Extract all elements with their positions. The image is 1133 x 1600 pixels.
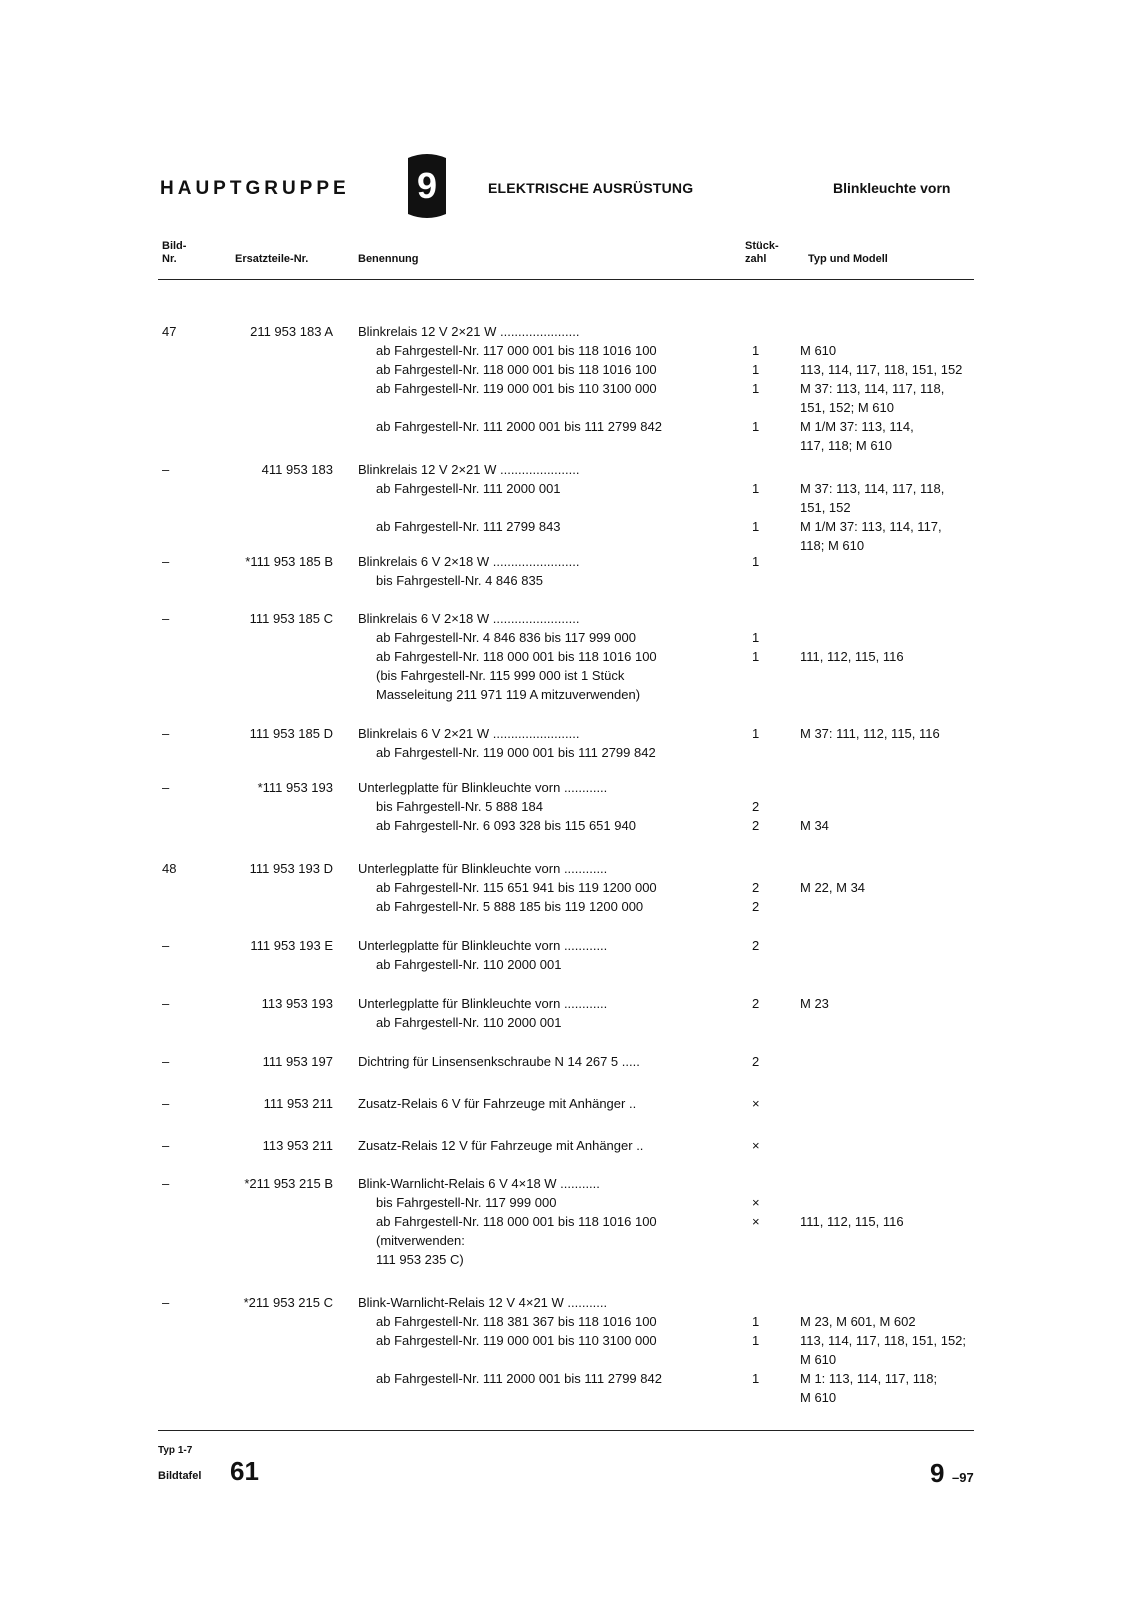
row-quantity: 2 [752, 938, 760, 953]
row-detail: ab Fahrgestell-Nr. 118 381 367 bis 118 1016 100 [376, 1314, 657, 1329]
row-type-model: 151, 152 [800, 500, 851, 515]
row-bild-nr: – [162, 462, 170, 477]
row-type-model: 117, 118; M 610 [800, 438, 893, 453]
col-benennung: Benennung [358, 253, 419, 265]
row-bild-nr: – [162, 1096, 170, 1111]
row-bild-nr: – [162, 1138, 170, 1153]
page-title: Blinkleuchte vorn [833, 180, 951, 196]
row-part-number: 113 953 193 [261, 996, 333, 1011]
row-description: Blinkrelais 6 V 2×21 W ........................ [358, 726, 580, 741]
row-detail: ab Fahrgestell-Nr. 5 888 185 bis 119 1200 000 [376, 899, 644, 914]
row-detail: bis Fahrgestell-Nr. 5 888 184 [376, 799, 543, 814]
row-quantity: 2 [752, 818, 760, 833]
row-quantity: 1 [752, 1333, 760, 1348]
main-group-label: HAUPTGRUPPE [160, 178, 350, 199]
col-typ-modell: Typ und Modell [808, 253, 888, 265]
row-part-number: 111 953 185 C [249, 611, 333, 626]
row-detail: Masseleitung 211 971 119 A mitzuverwenden) [376, 687, 641, 702]
row-quantity: 2 [752, 799, 760, 814]
row-description: Blinkrelais 6 V 2×18 W ........................ [358, 554, 580, 569]
row-detail: ab Fahrgestell-Nr. 6 093 328 bis 115 651 940 [376, 818, 636, 833]
row-detail: (bis Fahrgestell-Nr. 115 999 000 ist 1 Stück [376, 668, 625, 683]
row-bild-nr: – [162, 938, 170, 953]
row-description: Zusatz-Relais 12 V für Fahrzeuge mit Anhänger .. [358, 1138, 644, 1153]
row-description: Dichtring für Linsensenkschraube N 14 267 5 ..... [358, 1054, 640, 1069]
row-description: Zusatz-Relais 6 V für Fahrzeuge mit Anhänger .. [358, 1096, 637, 1111]
row-part-number: *111 953 185 B [245, 554, 333, 569]
col-stueck-line1: Stück- [745, 240, 779, 252]
row-description: Blink-Warnlicht-Relais 6 V 4×18 W ........... [358, 1176, 600, 1191]
row-quantity: 1 [752, 1371, 760, 1386]
row-type-model: M 1/M 37: 113, 114, [800, 419, 914, 434]
row-part-number: 411 953 183 [261, 462, 333, 477]
row-type-model: 113, 114, 117, 118, 151, 152; [800, 1333, 967, 1348]
row-quantity: 1 [752, 630, 760, 645]
row-quantity: × [752, 1195, 760, 1210]
row-type-model: 111, 112, 115, 116 [800, 1214, 904, 1229]
row-type-model: 113, 114, 117, 118, 151, 152 [800, 362, 963, 377]
row-detail: ab Fahrgestell-Nr. 110 2000 001 [376, 957, 562, 972]
row-description: Unterlegplatte für Blinkleuchte vorn ............ [358, 938, 608, 953]
row-description: Blinkrelais 6 V 2×18 W ........................ [358, 611, 580, 626]
row-part-number: 111 953 193 E [250, 938, 333, 953]
row-part-number: *111 953 193 [257, 780, 333, 795]
row-type-model: 118; M 610 [800, 538, 865, 553]
row-type-model: M 37: 113, 114, 117, 118, [800, 481, 945, 496]
row-bild-nr: 48 [162, 861, 177, 876]
row-bild-nr: – [162, 554, 170, 569]
row-description: Unterlegplatte für Blinkleuchte vorn ............ [358, 780, 608, 795]
row-part-number: *211 953 215 C [243, 1295, 333, 1310]
row-quantity: 1 [752, 519, 760, 534]
row-detail: ab Fahrgestell-Nr. 111 2000 001 bis 111 2799 842 [376, 1371, 662, 1386]
row-detail: ab Fahrgestell-Nr. 115 651 941 bis 119 1200 000 [376, 880, 657, 895]
row-part-number: 111 953 185 D [249, 726, 333, 741]
row-type-model: M 610 [800, 1352, 837, 1367]
col-ersatzteil: Ersatzteile-Nr. [235, 253, 309, 265]
row-detail: (mitverwenden: [376, 1233, 465, 1248]
row-type-model: M 22, M 34 [800, 880, 866, 895]
row-bild-nr: – [162, 1176, 170, 1191]
row-detail: ab Fahrgestell-Nr. 118 000 001 bis 118 1016 100 [376, 362, 657, 377]
row-detail: ab Fahrgestell-Nr. 4 846 836 bis 117 999 000 [376, 630, 636, 645]
row-quantity: 1 [752, 481, 760, 496]
row-quantity: 1 [752, 554, 760, 569]
row-type-model: 151, 152; M 610 [800, 400, 894, 415]
row-quantity: 2 [752, 899, 760, 914]
row-bild-nr: – [162, 1054, 170, 1069]
row-part-number: 111 953 193 D [249, 861, 333, 876]
row-detail: ab Fahrgestell-Nr. 119 000 001 bis 110 3100 000 [376, 1333, 657, 1348]
row-part-number: 111 953 197 [262, 1054, 333, 1069]
row-description: Blink-Warnlicht-Relais 12 V 4×21 W ........... [358, 1295, 608, 1310]
row-bild-nr: – [162, 780, 170, 795]
row-detail: ab Fahrgestell-Nr. 118 000 001 bis 118 1016 100 [376, 1214, 657, 1229]
row-quantity: 2 [752, 880, 760, 895]
row-detail: ab Fahrgestell-Nr. 111 2799 843 [376, 519, 561, 534]
footer-page-subnumber: –97 [952, 1470, 974, 1485]
col-bild-line1: Bild- [162, 240, 187, 252]
row-detail: ab Fahrgestell-Nr. 119 000 001 bis 110 3100 000 [376, 381, 657, 396]
row-part-number: *211 953 215 B [244, 1176, 333, 1191]
row-detail: 111 953 235 C) [376, 1252, 464, 1267]
row-quantity: 1 [752, 362, 760, 377]
row-quantity: 1 [752, 343, 760, 358]
row-description: Blinkrelais 12 V 2×21 W ...................... [358, 462, 580, 477]
row-type-model: 111, 112, 115, 116 [800, 649, 904, 664]
footer-typ: Typ 1-7 [158, 1445, 193, 1456]
row-description: Blinkrelais 12 V 2×21 W ...................... [358, 324, 580, 339]
row-bild-nr: – [162, 1295, 170, 1310]
footer-bildtafel-number: 61 [230, 1456, 259, 1486]
row-type-model: M 37: 113, 114, 117, 118, [800, 381, 945, 396]
row-description: Unterlegplatte für Blinkleuchte vorn ............ [358, 861, 608, 876]
row-part-number: 113 953 211 [262, 1138, 333, 1153]
row-detail: bis Fahrgestell-Nr. 4 846 835 [376, 573, 543, 588]
row-type-model: M 1: 113, 114, 117, 118; [800, 1371, 938, 1386]
row-bild-nr: – [162, 996, 170, 1011]
row-type-model: M 1/M 37: 113, 114, 117, [800, 519, 942, 534]
row-description: Unterlegplatte für Blinkleuchte vorn ............ [358, 996, 608, 1011]
row-part-number: 211 953 183 A [250, 324, 333, 339]
row-type-model: M 23, M 601, M 602 [800, 1314, 916, 1329]
row-detail: ab Fahrgestell-Nr. 118 000 001 bis 118 1016 100 [376, 649, 657, 664]
footer-page-number: 9 [930, 1458, 945, 1488]
row-quantity: 1 [752, 381, 760, 396]
row-bild-nr: – [162, 726, 170, 741]
row-detail: ab Fahrgestell-Nr. 119 000 001 bis 111 2799 842 [376, 745, 656, 760]
section-title: ELEKTRISCHE AUSRÜSTUNG [488, 180, 694, 196]
row-quantity: 2 [752, 1054, 760, 1069]
row-quantity: 1 [752, 649, 760, 664]
row-type-model: M 37: 111, 112, 115, 116 [800, 726, 940, 741]
row-detail: ab Fahrgestell-Nr. 111 2000 001 bis 111 2799 842 [376, 419, 662, 434]
row-quantity: 1 [752, 1314, 760, 1329]
row-type-model: M 34 [800, 818, 829, 833]
col-stueck-line2: zahl [745, 253, 767, 265]
row-detail: ab Fahrgestell-Nr. 111 2000 001 [376, 481, 561, 496]
footer-bildtafel-label: Bildtafel [158, 1470, 202, 1482]
row-detail: bis Fahrgestell-Nr. 117 999 000 [376, 1195, 557, 1210]
col-bild-line2: Nr. [162, 253, 177, 265]
row-type-model: M 23 [800, 996, 829, 1011]
row-quantity: 1 [752, 726, 760, 741]
row-bild-nr: – [162, 611, 170, 626]
row-type-model: M 610 [800, 343, 837, 358]
row-detail: ab Fahrgestell-Nr. 110 2000 001 [376, 1015, 562, 1030]
row-quantity: × [752, 1138, 760, 1153]
row-type-model: M 610 [800, 1390, 837, 1405]
row-quantity: 2 [752, 996, 760, 1011]
row-quantity: × [752, 1096, 760, 1111]
row-bild-nr: 47 [162, 324, 177, 339]
group-number: 9 [416, 165, 438, 206]
row-detail: ab Fahrgestell-Nr. 117 000 001 bis 118 1016 100 [376, 343, 657, 358]
row-quantity: × [752, 1214, 760, 1229]
row-quantity: 1 [752, 419, 760, 434]
footer-rule [158, 1430, 974, 1431]
row-part-number: 111 953 211 [263, 1096, 333, 1111]
